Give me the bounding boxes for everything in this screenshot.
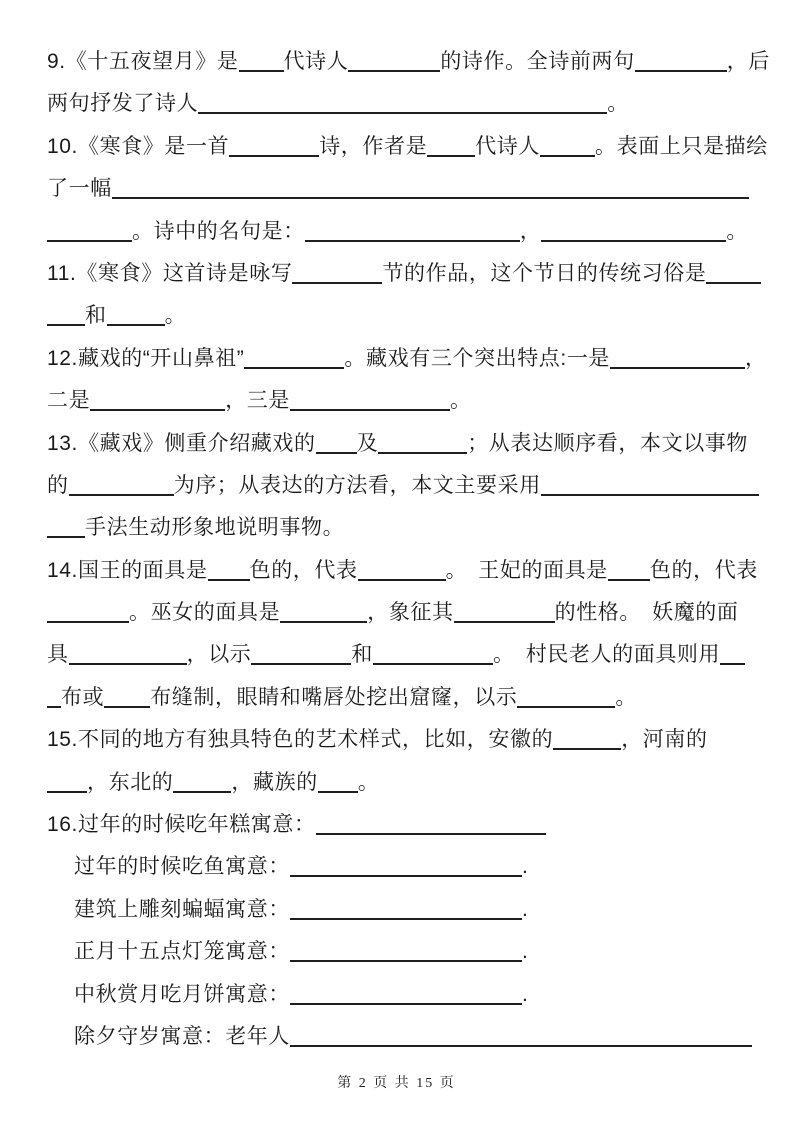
- line-text: 了一幅: [47, 177, 112, 201]
- fill-in-blank: [229, 155, 319, 157]
- line-text: 具: [47, 643, 69, 667]
- line-text: 16.过年的时候吃年糕寓意：: [47, 813, 316, 837]
- line-text: 建筑上雕刻蝙蝠寓意：: [74, 897, 290, 921]
- fill-in-blank: [104, 706, 150, 708]
- fill-in-blank: [454, 621, 555, 623]
- page-footer: [0, 1072, 793, 1092]
- line-text: 。表面上只是描绘: [595, 134, 768, 158]
- fill-in-blank: [47, 621, 129, 623]
- line-text: ，后: [726, 50, 770, 73]
- fill-in-blank: [720, 663, 745, 665]
- question-12-line-2: [47, 380, 753, 422]
- line-text: 15.不同的地方有独具特色的艺术样式，比如，安徽的: [47, 728, 554, 752]
- line-text: 。 村民老人的面具则用: [493, 643, 721, 667]
- fill-in-blank: [239, 70, 284, 72]
- fill-in-blank: [69, 663, 187, 665]
- question-13-line-1: [47, 423, 753, 465]
- line-text: 。藏戏有三个突出特点:一是: [344, 346, 611, 370]
- question-10-line-1: [47, 126, 768, 168]
- line-text: 10.《寒食》是一首: [47, 134, 230, 158]
- fill-in-blank: [47, 706, 61, 708]
- line-text: 手法生动形象地说明事物。: [85, 516, 345, 540]
- line-text: 。: [450, 389, 472, 413]
- question-12-line-1: [47, 338, 767, 380]
- fill-in-blank: [47, 240, 132, 242]
- line-text: .: [522, 940, 529, 964]
- line-text: .: [522, 982, 529, 1006]
- line-text: 。: [357, 770, 380, 794]
- line-text: 布或: [61, 685, 105, 709]
- fill-in-blank: [47, 536, 85, 538]
- question-16-line-1: [47, 804, 753, 846]
- question-14-line-4: [47, 677, 753, 719]
- question-10-line-3: [47, 211, 753, 253]
- question-10-line-2: [47, 168, 753, 210]
- line-text: 代诗人: [475, 134, 541, 158]
- fill-in-blank: [517, 706, 615, 708]
- line-text: 9.《十五夜望月》是: [47, 50, 239, 73]
- fill-in-blank: [290, 1003, 522, 1005]
- line-text: ，东北的: [87, 770, 174, 794]
- question-13-line-3: [47, 507, 753, 549]
- line-text: 。巫女的面具是: [129, 601, 281, 625]
- line-text: 12.藏戏的“开山鼻祖”: [47, 346, 245, 370]
- line-text: 的诗作。全诗前两句: [440, 50, 635, 73]
- question-16-line-2: [47, 846, 753, 888]
- line-text: 正月十五点灯笼寓意：: [74, 940, 290, 964]
- line-text: 诗，作者是: [319, 134, 428, 158]
- fill-in-blank: [208, 579, 250, 581]
- fill-in-blank: [610, 367, 745, 369]
- question-13-line-2: [47, 465, 753, 507]
- fill-in-blank: [348, 70, 440, 72]
- fill-in-blank: [47, 324, 85, 326]
- line-text: 及: [356, 431, 379, 455]
- line-text: ，: [519, 219, 542, 243]
- fill-in-blank: [316, 452, 357, 454]
- line-text: 。诗中的名句是：: [132, 219, 305, 243]
- fill-in-blank: [378, 452, 467, 454]
- fill-in-blank: [90, 409, 225, 411]
- line-text: 中秋赏月吃月饼寓意：: [74, 982, 290, 1006]
- fill-in-blank: [173, 791, 231, 793]
- question-9-line-2: [47, 83, 753, 125]
- line-text: 的: [47, 473, 69, 497]
- line-text: ，三是: [225, 389, 291, 413]
- question-11-line-2: [47, 295, 753, 337]
- fill-in-blank: [316, 833, 546, 835]
- line-text: 11.《寒食》这首诗是咏写: [47, 261, 293, 285]
- line-text: 节的作品，这个节日的传统习俗是: [382, 261, 707, 285]
- line-text: 色的，代表: [649, 558, 758, 582]
- question-9-line-1: [47, 41, 770, 83]
- line-text: 14.国王的面具是: [47, 558, 208, 582]
- question-16-line-5: [47, 974, 753, 1016]
- fill-in-blank: [244, 367, 344, 369]
- fill-in-blank: [107, 324, 165, 326]
- fill-in-blank: [635, 70, 727, 72]
- line-text: 的性格。 妖魔的面: [554, 601, 739, 625]
- line-text: 。 王妃的面具是: [445, 558, 608, 582]
- fill-in-blank: [541, 240, 726, 242]
- fill-in-blank: [305, 240, 520, 242]
- question-15-line-1: [47, 719, 753, 761]
- line-text: ，象征其: [367, 601, 454, 625]
- line-text: 。: [726, 219, 749, 243]
- line-text: 代诗人: [283, 50, 349, 73]
- line-text: 两句抒发了诗人: [47, 92, 199, 116]
- fill-in-blank: [290, 409, 450, 411]
- fill-in-blank: [47, 791, 87, 793]
- line-text: ，以示: [186, 643, 252, 667]
- page-number-label: 第 2 页 共 15 页: [337, 1076, 456, 1091]
- fill-in-blank: [198, 112, 607, 114]
- question-16-line-6: [47, 1016, 753, 1058]
- line-text: ，: [745, 346, 767, 370]
- fill-in-blank: [290, 875, 522, 877]
- fill-in-blank: [540, 155, 595, 157]
- fill-in-blank: [290, 1045, 752, 1047]
- line-text: ，藏族的: [231, 770, 318, 794]
- fill-in-blank: [706, 282, 761, 284]
- line-text: 二是: [47, 389, 91, 413]
- line-text: .: [522, 855, 529, 879]
- fill-in-blank: [608, 579, 650, 581]
- line-text: 色的，代表: [249, 558, 358, 582]
- fill-in-blank: [112, 197, 749, 199]
- line-text: ，河南的: [621, 728, 708, 752]
- fill-in-blank: [292, 282, 382, 284]
- question-14-line-3: [47, 634, 753, 676]
- question-11-line-1: [47, 253, 753, 295]
- line-text: 为序；从表达的方法看，本文主要采用: [173, 473, 541, 497]
- question-15-line-2: [47, 762, 753, 804]
- line-text: 。: [615, 685, 638, 709]
- line-text: 。: [164, 304, 187, 328]
- fill-in-blank: [541, 494, 759, 496]
- question-16-line-4: [47, 931, 753, 973]
- fill-in-blank: [251, 663, 351, 665]
- fill-in-blank: [427, 155, 475, 157]
- line-text: 13.《藏戏》侧重介绍藏戏的: [47, 431, 316, 455]
- line-text: 布缝制，眼睛和嘴唇处挖出窟窿，以示: [150, 685, 518, 709]
- fill-in-blank: [553, 748, 621, 750]
- fill-in-blank: [318, 791, 358, 793]
- fill-in-blank: [358, 579, 446, 581]
- fill-in-blank: [290, 918, 522, 920]
- line-text: 过年的时候吃鱼寓意：: [74, 855, 290, 879]
- line-text: 除夕守岁寓意：老年人: [74, 1024, 290, 1048]
- line-text: 。: [607, 92, 629, 116]
- question-14-line-1: [47, 550, 758, 592]
- fill-in-blank: [280, 621, 367, 623]
- line-text: 和: [351, 643, 374, 667]
- question-16-line-3: [47, 889, 753, 931]
- fill-in-blank: [373, 663, 493, 665]
- line-text: 和: [85, 304, 107, 328]
- fill-in-blank: [69, 494, 174, 496]
- fill-in-blank: [290, 960, 522, 962]
- question-14-line-2: [47, 592, 753, 634]
- line-text: ；从表达顺序看，本文以事物: [467, 431, 749, 455]
- line-text: .: [522, 897, 529, 921]
